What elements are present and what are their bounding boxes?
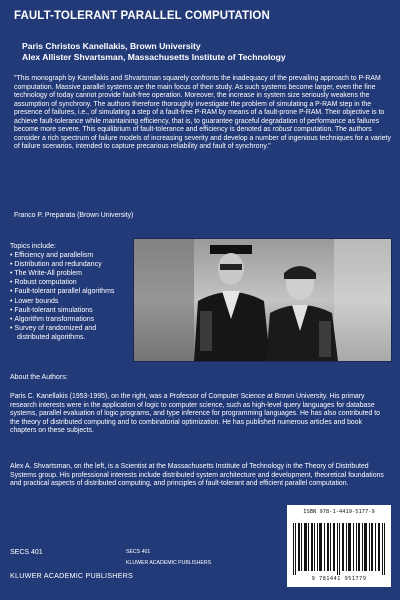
- author-kanellakis: Paris Christos Kanellakis, Brown University: [22, 41, 201, 51]
- isbn-number: ISBN 978-1-4419-5177-9: [303, 509, 375, 515]
- barcode-number: 9 781441 951779: [311, 576, 367, 582]
- topic-item: • Survey of randomized and distributed algorithms.: [10, 324, 122, 342]
- topic-item: • Efficiency and parallelism: [10, 251, 122, 260]
- endorsement-quote: [14, 75, 392, 152]
- bio-shvartsman: Alex A. Shvartsman, on the left, is a Scientist at the Massachusetts Institute of Technology in the Theory of Distributed Systems group. His professional interests include distributed system architecture and development, theoretical foundations and practical aspects of distributed computing, and principles of fault-tolerant and efficient parallel computation.: [10, 463, 384, 488]
- topic-item: • Robust computation: [10, 278, 122, 287]
- series-code-small: SECS 401: [126, 549, 151, 555]
- series-code: SECS 401: [10, 549, 43, 556]
- author-shvartsman: Alex Allister Shvartsman, Massachusetts Institute of Technology: [22, 52, 286, 62]
- quote-emphasis: robust: [272, 126, 292, 133]
- quote-text-2: computation. The authors consider a rich spectrum of failure models of increasing severity and develop a number of ingenious techniques for a variety of failure scenarios, intended to capture precarious reliability and fault of synchrony.": [14, 126, 391, 150]
- publisher-name: KLUWER ACADEMIC PUBLISHERS: [10, 571, 134, 580]
- topic-item: • Fault-tolerant simulations: [10, 306, 122, 315]
- topic-item: • Algorithm transformations: [10, 315, 122, 324]
- about-authors-heading: About the Authors:: [10, 374, 68, 381]
- authors-photo: [133, 238, 392, 362]
- quote-text-1: "This monograph by Kanellakis and Shvartsman squarely confronts the inadequacy of the prevailing approach to P-RAM computation. Massive parallel systems are the main focus of their study. As such systems become larger, even the fine technology of today cannot provide fault-free operation. Moreover, the increase in system size seriously weakens the assumption of synchrony. The authors therefore thoroughly investigate the problem of simulating a P-RAM step in the presence of failures, i.e., of simulating a step of a fault-free P-RAM by means of a fault-prone P-RAM. Their objective is to achieve fault-tolerance while maintaining efficiency, that is, to guarantee graceful degradation of performance as failures become more severe. This equilibrium of fault-tolerance and efficiency is denoted as: [14, 75, 385, 133]
- quote-attribution: Franco P. Preparata (Brown University): [14, 212, 134, 219]
- topic-item: • Distribution and redundancy: [10, 260, 122, 269]
- topic-item: • Lower bounds: [10, 297, 122, 306]
- barcode-icon: [293, 523, 385, 575]
- topics-list: [10, 251, 122, 342]
- topics-heading: Topics include:: [10, 243, 56, 250]
- authors-photo-illustration: [134, 239, 391, 361]
- publisher-small: KLUWER ACADEMIC PUBLISHERS: [126, 560, 212, 566]
- barcode-panel: [287, 505, 391, 587]
- topics-block: [10, 242, 122, 342]
- topic-item: • The Write-All problem: [10, 269, 122, 278]
- topic-item: • Fault-tolerant parallel algorithms: [10, 287, 122, 296]
- bio-kanellakis: Paris C. Kanellakis (1953-1995), on the right, was a Professor of Computer Science at Brown University. His primary research interests were in the application of logic to computer science, such as high-level query languages for database systems, parallel evaluation of logic programs, and type inference for programming languages. He has also contributed to the theory of distributed computing and to combinatorial optimization. He has published numerous articles and book chapters on these subjects.: [10, 393, 380, 435]
- book-title: FAULT-TOLERANT PARALLEL COMPUTATION: [14, 10, 270, 22]
